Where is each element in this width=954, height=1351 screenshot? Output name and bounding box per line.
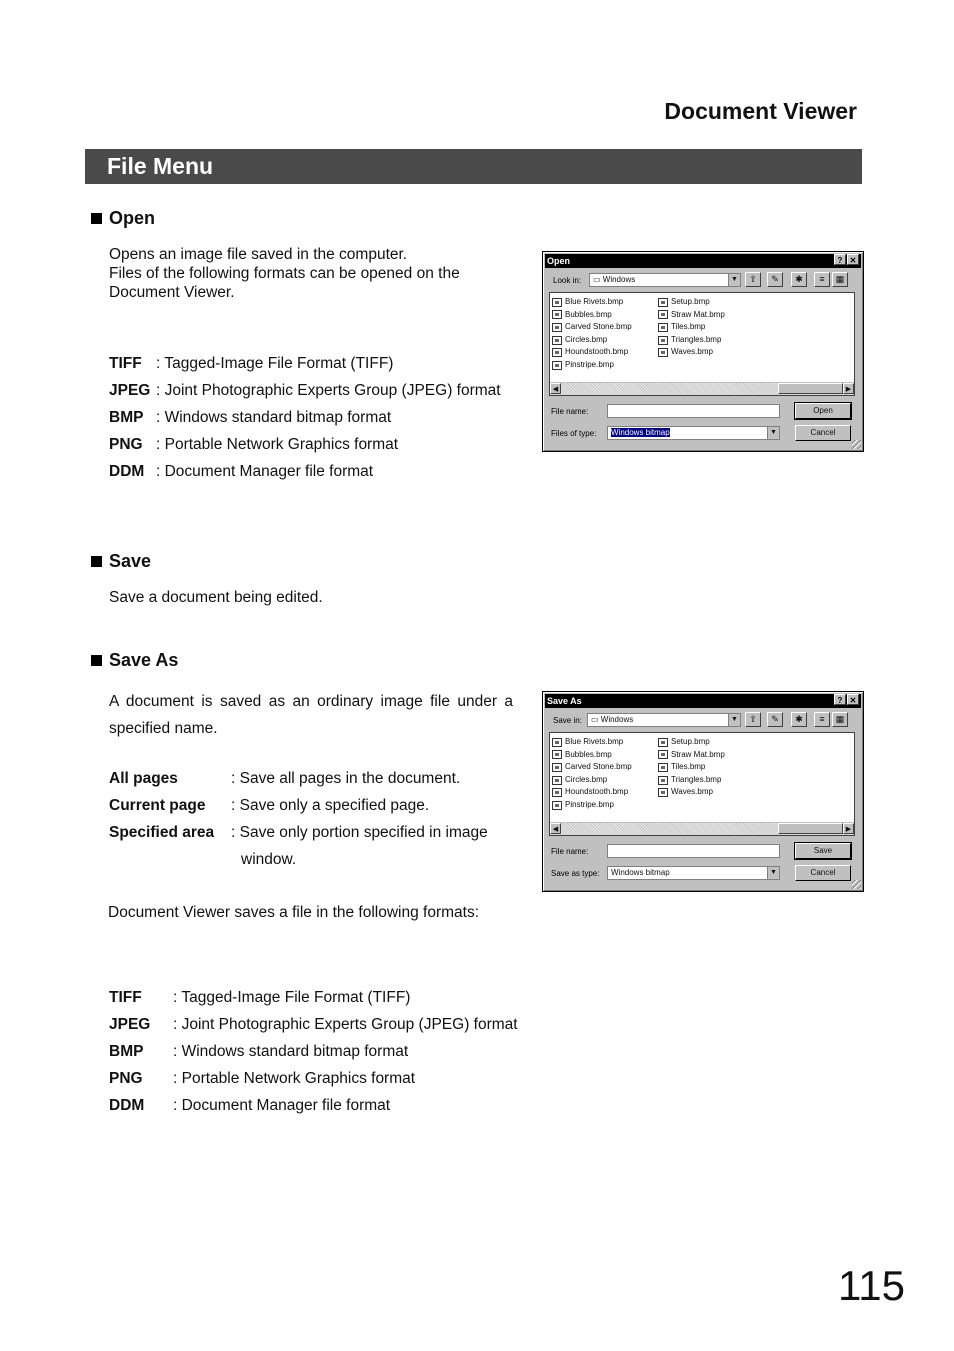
option-row <box>109 819 488 846</box>
bitmap-file-icon <box>552 361 562 370</box>
new-folder-icon[interactable]: ✱ <box>791 272 807 287</box>
save-as-heading-text: Save As <box>109 650 179 670</box>
bitmap-file-icon <box>552 323 562 332</box>
file-item[interactable] <box>552 786 632 799</box>
look-in-select[interactable] <box>589 273 741 287</box>
file-item[interactable] <box>552 359 632 372</box>
list-view-icon[interactable]: ≡ <box>814 272 830 287</box>
file-item[interactable] <box>658 321 725 334</box>
file-item[interactable] <box>552 799 632 812</box>
format-desc: : Tagged-Image File Format (TIFF) <box>173 989 411 1006</box>
file-item[interactable] <box>552 334 632 347</box>
close-icon[interactable]: ✕ <box>847 254 859 265</box>
format-desc: : Windows standard bitmap format <box>173 1043 409 1060</box>
format-desc: : Document Manager file format <box>156 463 374 480</box>
file-item[interactable] <box>552 749 632 762</box>
format-key: BMP <box>109 409 144 426</box>
format-row <box>109 458 501 485</box>
option-desc: : Save all pages in the document. <box>231 770 461 787</box>
format-desc: : Tagged-Image File Format (TIFF) <box>156 355 394 372</box>
file-item[interactable] <box>552 774 632 787</box>
horizontal-scrollbar[interactable] <box>550 822 854 835</box>
option-key: Current page <box>109 797 206 814</box>
file-name-field[interactable] <box>607 404 780 418</box>
save-as-heading <box>91 650 178 671</box>
file-item[interactable] <box>658 309 725 322</box>
file-name: Waves.bmp <box>671 787 713 797</box>
save-heading-text: Save <box>109 551 152 571</box>
save-in-label: Save in: <box>553 716 582 725</box>
scroll-right-icon[interactable]: ▶ <box>843 823 854 834</box>
resize-grip-icon[interactable] <box>852 880 861 889</box>
format-row <box>109 377 501 404</box>
chevron-down-icon: ▼ <box>767 427 779 439</box>
save-format-list <box>109 984 518 1119</box>
bitmap-file-icon <box>658 750 668 759</box>
scroll-thumb[interactable] <box>778 823 843 834</box>
file-name: Houndstooth.bmp <box>565 787 629 797</box>
up-folder-icon[interactable]: ⇧ <box>745 712 761 727</box>
format-row <box>109 1092 518 1119</box>
bitmap-file-icon <box>658 298 668 307</box>
file-name: Circles.bmp <box>565 774 608 784</box>
format-desc: : Joint Photographic Experts Group (JPEG) format <box>156 382 501 399</box>
file-item[interactable] <box>658 749 725 762</box>
format-row <box>109 350 501 377</box>
bitmap-file-icon <box>552 336 562 345</box>
file-name: Pinstripe.bmp <box>565 359 614 369</box>
file-name: Carved Stone.bmp <box>565 322 632 332</box>
desktop-icon[interactable]: ✎ <box>767 272 783 287</box>
bitmap-file-icon <box>658 336 668 345</box>
horizontal-scrollbar[interactable] <box>550 382 854 395</box>
format-row <box>109 1065 518 1092</box>
file-type-label: Files of type: <box>551 429 597 438</box>
file-name-label: File name: <box>551 407 589 416</box>
look-in-value: Windows <box>602 275 636 284</box>
help-icon[interactable]: ? <box>834 254 846 265</box>
desktop-icon[interactable]: ✎ <box>767 712 783 727</box>
file-type-value: Windows bitmap <box>611 428 670 437</box>
format-key: PNG <box>109 1070 143 1087</box>
up-folder-icon[interactable]: ⇧ <box>745 272 761 287</box>
scroll-right-icon[interactable]: ▶ <box>843 383 854 394</box>
bitmap-file-icon <box>658 738 668 747</box>
open-description <box>109 245 460 302</box>
format-desc: : Portable Network Graphics format <box>173 1070 416 1087</box>
bitmap-file-icon <box>552 801 562 810</box>
chevron-down-icon: ▼ <box>767 867 779 879</box>
bitmap-file-icon <box>658 348 668 357</box>
format-desc: : Windows standard bitmap format <box>156 409 392 426</box>
file-item[interactable] <box>552 761 632 774</box>
file-name: Straw Mat.bmp <box>671 749 725 759</box>
file-item[interactable] <box>658 774 725 787</box>
option-row <box>109 792 488 819</box>
file-item[interactable] <box>658 736 725 749</box>
file-item[interactable] <box>658 334 725 347</box>
help-icon[interactable]: ? <box>834 694 846 705</box>
file-name-field[interactable] <box>607 844 780 858</box>
format-row <box>109 984 518 1011</box>
section-title: File Menu <box>107 153 214 179</box>
file-item[interactable] <box>552 309 632 322</box>
file-name: Straw Mat.bmp <box>671 309 725 319</box>
section-bar <box>85 149 862 184</box>
save-as-type-value: Windows bitmap <box>611 868 670 877</box>
save-in-select[interactable] <box>587 713 741 727</box>
format-desc: : Document Manager file format <box>173 1097 391 1114</box>
bitmap-file-icon <box>552 310 562 319</box>
file-name: Setup.bmp <box>671 737 710 746</box>
format-key: TIFF <box>109 989 142 1006</box>
open-button[interactable]: Open <box>795 403 851 419</box>
open-line: Opens an image file saved in the computer. <box>109 246 408 263</box>
bullet-square-icon <box>91 556 102 567</box>
option-desc: : Save only a specified page. <box>231 797 430 814</box>
details-view-icon[interactable]: ▦ <box>832 272 848 287</box>
dialog-title: Save As <box>547 696 582 706</box>
bitmap-file-icon <box>658 788 668 797</box>
file-name: Houndstooth.bmp <box>565 347 629 357</box>
page-number: 115 <box>838 1262 905 1309</box>
option-row <box>109 765 488 792</box>
save-in-value: Windows <box>600 715 634 724</box>
open-heading-text: Open <box>109 208 156 228</box>
bitmap-file-icon <box>552 348 562 357</box>
folder-icon: ▭ <box>593 275 603 284</box>
format-key: DDM <box>109 1097 145 1114</box>
file-name: Triangles.bmp <box>671 774 722 784</box>
save-formats-intro: Document Viewer saves a file in the following formats: <box>108 904 480 921</box>
file-name: Triangles.bmp <box>671 334 722 344</box>
save-as-line: A document is saved as an ordinary image file under a <box>109 693 513 710</box>
file-name: Tiles.bmp <box>671 762 706 772</box>
list-view-icon[interactable]: ≡ <box>814 712 830 727</box>
look-in-label: Look in: <box>553 276 582 285</box>
bitmap-file-icon <box>552 750 562 759</box>
save-as-line: specified name. <box>109 720 218 737</box>
file-name: Circles.bmp <box>565 334 608 344</box>
chevron-down-icon: ▼ <box>728 274 740 286</box>
cancel-button[interactable]: Cancel <box>795 865 851 881</box>
format-desc: : Joint Photographic Experts Group (JPEG) format <box>173 1016 518 1033</box>
bitmap-file-icon <box>552 788 562 797</box>
format-key: TIFF <box>109 355 142 372</box>
file-item[interactable] <box>552 346 632 359</box>
open-line: Files of the following formats can be opened on the <box>109 265 460 282</box>
file-list[interactable] <box>549 292 855 396</box>
file-item[interactable] <box>658 761 725 774</box>
dialog-titlebar <box>545 254 861 268</box>
file-item[interactable] <box>552 296 632 309</box>
option-row <box>109 846 488 873</box>
option-desc: : Save only portion specified in image <box>231 824 488 841</box>
file-name: Waves.bmp <box>671 347 713 357</box>
bitmap-file-icon <box>552 776 562 785</box>
file-item[interactable] <box>658 786 725 799</box>
option-key: Specified area <box>109 824 215 841</box>
format-row <box>109 431 501 458</box>
open-dialog <box>542 251 864 452</box>
bullet-square-icon <box>91 655 102 666</box>
file-name: Setup.bmp <box>671 297 710 306</box>
save-button[interactable]: Save <box>795 843 851 859</box>
save-description: Save a document being edited. <box>109 589 323 606</box>
format-row <box>109 404 501 431</box>
resize-grip-icon[interactable] <box>852 440 861 449</box>
format-key: DDM <box>109 463 145 480</box>
dialog-title: Open <box>547 256 571 266</box>
format-row <box>109 1038 518 1065</box>
bullet-square-icon <box>91 213 102 224</box>
save-as-options <box>109 765 488 873</box>
file-name: Blue Rivets.bmp <box>565 297 624 306</box>
option-key: All pages <box>109 770 178 787</box>
scroll-left-icon[interactable]: ◀ <box>550 823 561 834</box>
file-item[interactable] <box>658 346 725 359</box>
file-type-select[interactable] <box>607 426 780 440</box>
bitmap-file-icon <box>658 776 668 785</box>
bitmap-file-icon <box>552 738 562 747</box>
file-name-label: File name: <box>551 847 589 856</box>
chevron-down-icon: ▼ <box>728 714 740 726</box>
open-format-list <box>109 350 501 485</box>
bitmap-file-icon <box>552 298 562 307</box>
open-heading <box>91 208 155 229</box>
details-view-icon[interactable]: ▦ <box>832 712 848 727</box>
format-key: BMP <box>109 1043 144 1060</box>
close-icon[interactable]: ✕ <box>847 694 859 705</box>
option-desc-continued: window. <box>241 851 297 868</box>
format-key: JPEG <box>109 1016 151 1033</box>
file-item[interactable] <box>552 736 632 749</box>
file-name: Pinstripe.bmp <box>565 799 614 809</box>
new-folder-icon[interactable]: ✱ <box>791 712 807 727</box>
format-desc: : Portable Network Graphics format <box>156 436 399 453</box>
file-name: Tiles.bmp <box>671 322 706 332</box>
open-line: Document Viewer. <box>109 284 235 301</box>
file-item[interactable] <box>552 321 632 334</box>
folder-icon: ▭ <box>591 715 601 724</box>
file-name: Blue Rivets.bmp <box>565 737 624 746</box>
bitmap-file-icon <box>552 763 562 772</box>
file-item[interactable] <box>658 296 725 309</box>
file-name: Bubbles.bmp <box>565 749 612 759</box>
bitmap-file-icon <box>658 323 668 332</box>
cancel-button[interactable]: Cancel <box>795 425 851 441</box>
dialog-titlebar <box>545 694 861 708</box>
bitmap-file-icon <box>658 310 668 319</box>
save-heading <box>91 551 151 572</box>
format-key: JPEG <box>109 382 151 399</box>
scroll-thumb[interactable] <box>778 383 843 394</box>
save-as-type-select[interactable] <box>607 866 780 880</box>
format-row <box>109 1011 518 1038</box>
save-as-type-label: Save as type: <box>551 869 600 878</box>
file-name: Bubbles.bmp <box>565 309 612 319</box>
save-as-dialog <box>542 691 864 892</box>
format-key: PNG <box>109 436 143 453</box>
file-list[interactable] <box>549 732 855 836</box>
page-header-title: Document Viewer <box>664 98 857 124</box>
scroll-left-icon[interactable]: ◀ <box>550 383 561 394</box>
file-name: Carved Stone.bmp <box>565 762 632 772</box>
bitmap-file-icon <box>658 763 668 772</box>
